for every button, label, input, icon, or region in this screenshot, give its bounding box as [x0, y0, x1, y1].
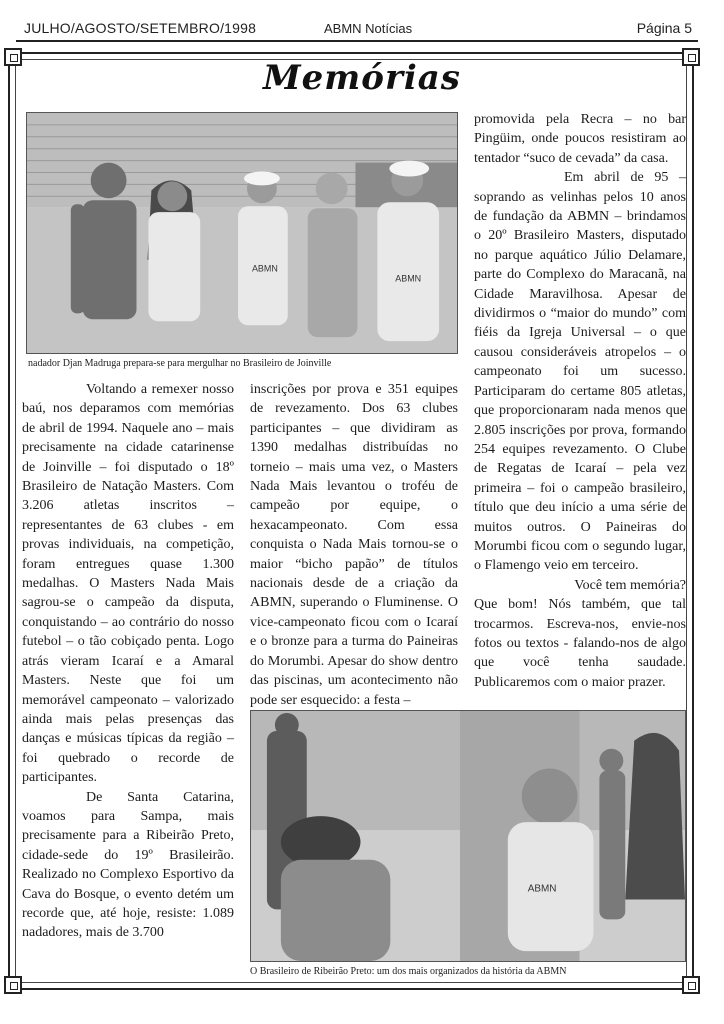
article-paragraph: Em abril de 95 – soprando as velinhas pelos 10 anos de fundação da ABMN – brindamos o 20º Brasileiro Masters, disputado no parque aquático Júlio Delamare, parte do Complexo do Maracanã, na Cidade Maravilhosa. Apesar de dividirmos o “maior do mundo” com fiéis da Igreja Universal – o que causou consideráveis atropelos – o campeonato foi um sucesso. Participaram do certame 805 atletas, que proporcionaram nada menos que 2.805 inscrições por prova, formando 254 equipes revezamento. O Clube de Regatas de Icaraí – pela vez primeira – foi o campeão brasileiro, título que deu início a uma série de muitos outros. O Paineiras do Morumbi ficou com o segundo lugar, o Flamengo veio em terceiro. [474, 170, 686, 574]
article-column-3 [474, 110, 686, 692]
article-paragraph: promovida pela Recra – no bar Pingüim, onde poucos resistiram ao tentador “suco de cevada” da casa. [474, 112, 686, 166]
page-number: Página 5 [636, 20, 692, 36]
corner-ornament-bottom-left [4, 976, 22, 994]
article-column-1 [22, 380, 234, 943]
article-paragraph: De Santa Catarina, voamos para Sampa, mais precisamente para a Ribeirão Preto, cidade-sede do 19º Brasileirão. Realizado no Complexo Esportivo da Cava do Bosque, o evento detém um recorde que, até hoje, resiste: 1.089 nadadores, mais de 3.700 [22, 789, 234, 941]
section-title: Memórias [263, 58, 461, 98]
top-photo-caption: nadador Djan Madruga prepara-se para mergulhar no Brasileiro de Joinville [28, 358, 332, 369]
group-photo [26, 112, 458, 354]
article-question: Você tem memória? [574, 577, 686, 593]
issue-date: JULHO/AGOSTO/SETEMBRO/1998 [24, 20, 257, 36]
shirt-print-bottom: ABMN [527, 883, 557, 895]
publication-name: ABMN Notícias [324, 21, 413, 36]
running-header [24, 18, 692, 40]
article-paragraph: Voltando a remexer nosso baú, nos deparamos com memórias de abril de 1994. Naquele ano – mais precisamente na cidade catarinense de Joinville – foi disputado o 18º Brasileiro de Natação Masters. Com 3.206 atletas inscritos – representantes de 63 clubes - em provas individuais, na competição, foram entregues quase 1.300 medalhas. O Masters Nada Mais sagrou-se o campeão da disputa, conquistando – ao contrário do nosso futebol – o tão cobiçado penta. Logo atrás vieram Icaraí e a Amaral Masters. Neste que foi um memorável campeonato – valorizado ainda mais pelas presenças das danças e músicas típicas da região – foi quebrado o recorde de participantes. [22, 382, 234, 786]
article-paragraph: inscrições por prova e 351 equipes de revezamento. Dos 63 clubes participantes – que dividiram as 1390 medalhas distribuídas no torneio – mais uma vez, o Masters Nada Mais levantou o troféu de campeão por equipe, o hexacampeonato. Com essa conquista o Nada Mais tornou-se o maior “bicho papão” de títulos nacionais desde de a criação da ABMN, superando o Fluminense. O vice-campeonato ficou com o Icaraí e o bronze para a turma do Paineiras do Morumbi. Apesar do show dentro das piscinas, um acontecimento não pode ser esquecido: a festa – [250, 382, 458, 708]
shirt-print-top: ABMN [251, 263, 278, 274]
event-photo [250, 710, 686, 962]
svg-text:ABMN: ABMN [395, 273, 422, 284]
article-column-2 [250, 380, 458, 710]
article-paragraph: Que bom! Nós também, que tal trocarmos. Escreva-nos, envie-nos fotos ou textos - falando-nos de algo que você tenha saudade. Publicaremos com o maior prazer. [474, 597, 686, 690]
bottom-photo-caption: O Brasileiro de Ribeirão Preto: um dos mais organizados da história da ABMN [250, 966, 567, 977]
header-rule [16, 40, 698, 42]
corner-ornament-bottom-right [682, 976, 700, 994]
